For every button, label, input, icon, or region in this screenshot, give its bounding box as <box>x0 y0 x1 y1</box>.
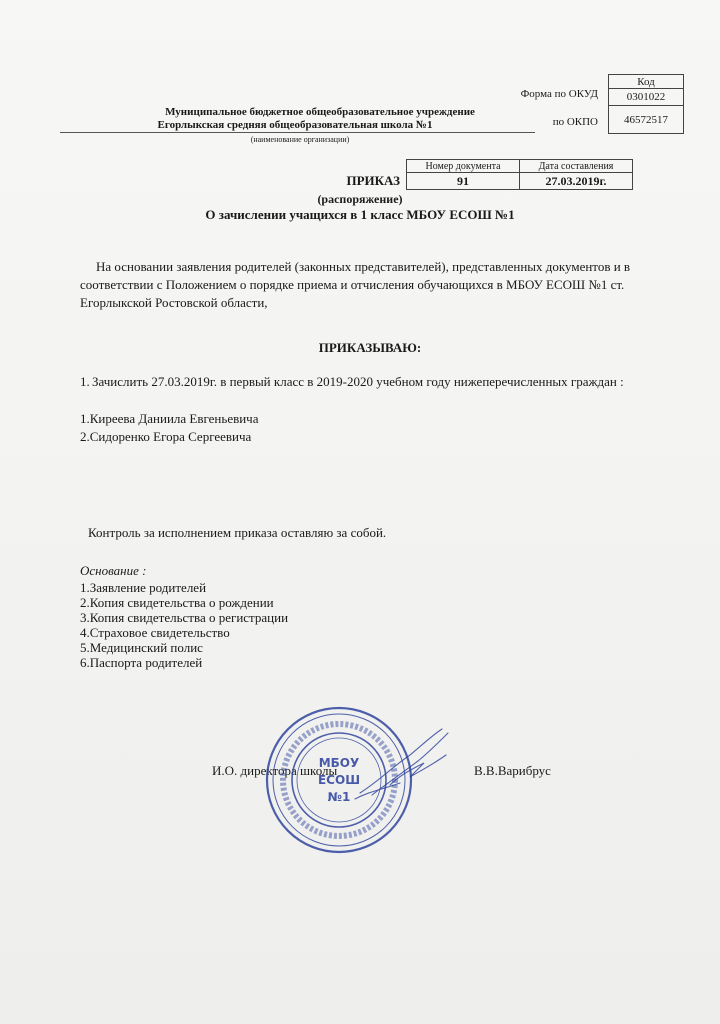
document-number-table <box>406 159 633 190</box>
document-date: 27.03.2019г. <box>520 173 633 190</box>
stamp-line-1: МБОУ <box>318 756 360 770</box>
document-type: ПРИКАЗ <box>346 173 400 188</box>
order-item-number: 1. <box>80 374 90 389</box>
handwritten-signature <box>350 725 460 800</box>
stamp-line-2: ЕСОШ <box>317 773 361 787</box>
grounds-item: 4.Страховое свидетельство <box>80 625 230 640</box>
date-header: Дата составления <box>520 160 633 173</box>
okpo-code: 46572517 <box>609 106 684 134</box>
grounds-list <box>80 580 288 670</box>
signer-position: И.О. директора школы <box>212 763 338 778</box>
organization-name-line2: Егорлыкская средняя общеобразовательная школа №1 <box>157 119 433 131</box>
organization-underline <box>60 132 535 133</box>
signer-name: В.В.Варибрус <box>474 763 551 778</box>
code-header: Код <box>609 75 684 89</box>
order-heading: ПРИКАЗЫВАЮ: <box>318 340 422 355</box>
student-entry: 2.Сидоренко Егора Сергеевича <box>80 429 252 444</box>
okud-label: Форма по ОКУД <box>520 88 598 100</box>
okud-code: 0301022 <box>609 89 684 106</box>
number-header: Номер документа <box>407 160 520 173</box>
grounds-item: 6.Паспорта родителей <box>80 655 203 670</box>
organization-name-line1: Муниципальное бюджетное общеобразовательное учреждение <box>165 106 475 118</box>
okpo-label: по ОКПО <box>552 116 598 128</box>
grounds-item: 3.Копия свидетельства о регистрации <box>80 610 289 625</box>
control-statement: Контроль за исполнением приказа оставляю за собой. <box>88 525 387 540</box>
grounds-item: 1.Заявление родителей <box>80 580 207 595</box>
document-number: 91 <box>407 173 520 190</box>
codes-table <box>608 74 684 134</box>
stamp-line-3: №1 <box>327 790 351 804</box>
basis-paragraph: На основании заявления родителей (законных представителей), представленных документов и в соответствии с Положением о порядке приема и отчисления обучающихся в МБОУ ЕСОШ №1 ст. Егорлыкской Ростовской области, <box>80 259 631 310</box>
grounds-label: Основание : <box>80 563 147 578</box>
organization-caption: (наименование организации) <box>250 135 350 144</box>
student-entry: 1.Киреева Даниила Евгеньевича <box>80 411 259 426</box>
grounds-item: 5.Медицинский полис <box>80 640 203 655</box>
document-subtype: (распоряжение) <box>317 192 403 206</box>
order-item-text: Зачислить 27.03.2019г. в первый класс в 2019-2020 учебном году нижеперечисленных граждан : <box>92 374 624 389</box>
grounds-item: 2.Копия свидетельства о рождении <box>80 595 274 610</box>
document-title: О зачислении учащихся в 1 класс МБОУ ЕСОШ №1 <box>205 207 515 222</box>
